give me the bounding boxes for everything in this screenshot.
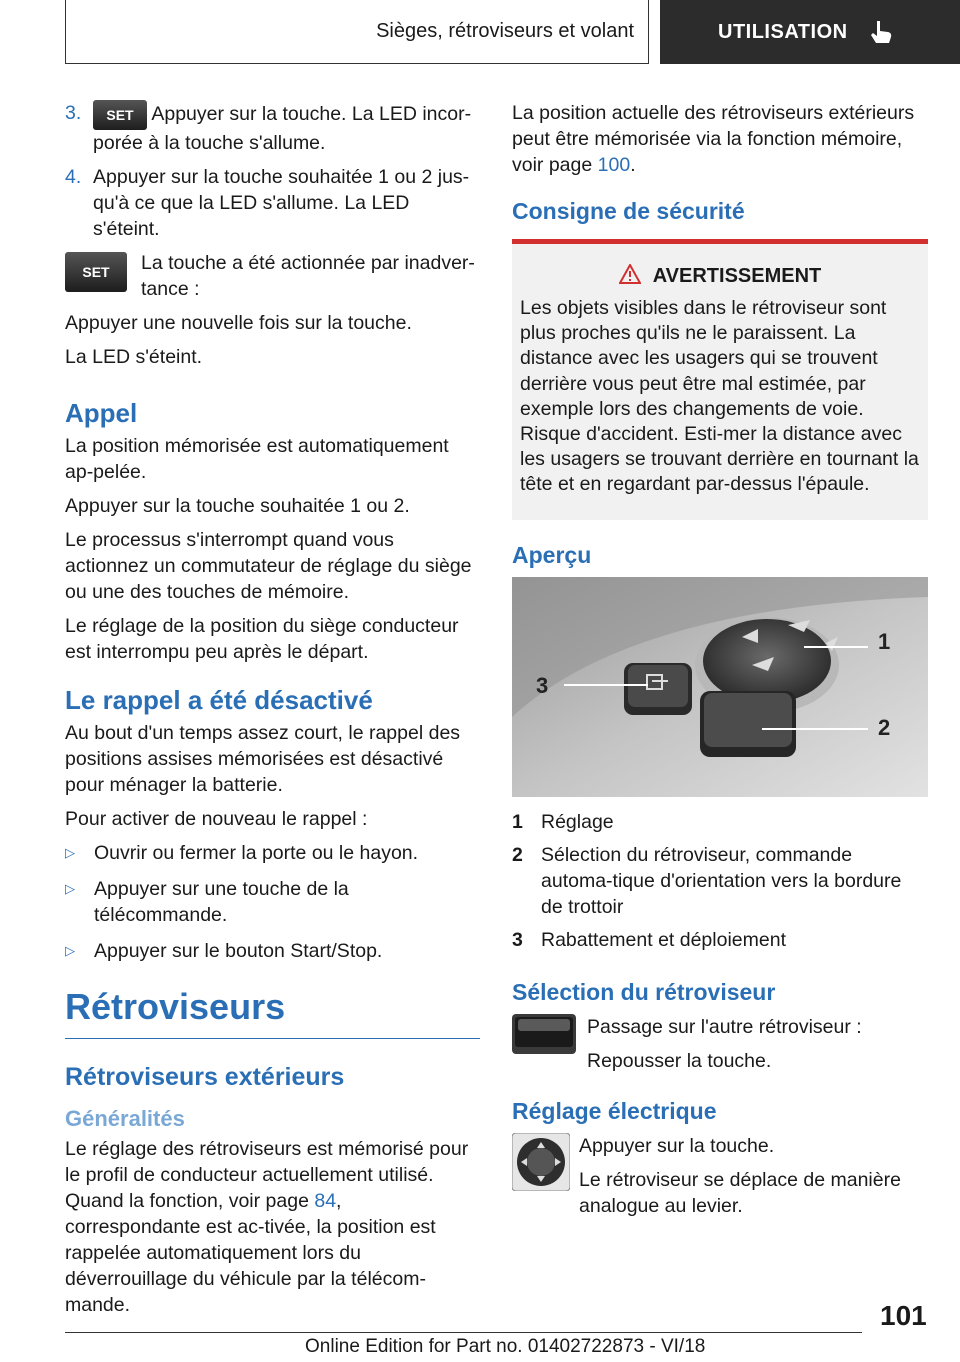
appel-paragraph-2: Appuyer sur la touche souhaitée 1 ou 2. (65, 495, 410, 517)
warning-title: AVERTISSEMENT (520, 264, 920, 288)
reglage-row (512, 1133, 928, 1219)
page-link-100[interactable]: 100 (597, 154, 631, 176)
selection-heading: Sélection du rétroviseur (512, 978, 776, 1005)
rappel-paragraph-1: Au bout d'un temps assez court, le rappel des positions assises mémorisées est désactivé pour ménager la batterie. (65, 722, 461, 796)
warning-text: Les objets visibles dans le rétroviseur sont plus proches qu'ils ne le paraissent. La distance avec les usagers qui se trouvent derrière vous peut être mal estimée, par exemple lors des changements de voie. Risque d'accident. Esti-mer la distance avec les usagers se trouvant derrière en tournant la tête et en regardant par-dessus l'épaule. (520, 297, 919, 496)
generalites-paragraph: Le réglage des rétroviseurs est mémorisé pour le profil de conducteur actuellement utilisé. Quand la fonction, voir page 84, correspondante est ac-tivée, la position est rappelée automatiquement lors du déverrouillage du véhicule par la télécom-mande. (65, 1138, 469, 1316)
mirror-controls-photo (512, 577, 928, 797)
list-item (512, 842, 928, 920)
retro-exterieurs-heading: Rétroviseurs extérieurs (65, 1063, 345, 1091)
list-item (65, 840, 480, 866)
set-inadvertent-text: La touche a été actionnée par inadver-tance : (141, 252, 475, 300)
rappel-heading: Le rappel a été désactivé (65, 685, 373, 715)
intro-paragraph: La position actuelle des rétroviseurs extérieurs peut être mémorisée via la fonction mémoire, voir page 100. (512, 102, 915, 176)
header-chapter-tab (660, 0, 960, 64)
step-number: 4. (65, 166, 82, 188)
header-section-title (65, 0, 649, 64)
reglage-text-1: Appuyer sur la touche. (579, 1134, 775, 1157)
selection-row (512, 1014, 928, 1074)
rappel-bullet-list (65, 840, 480, 964)
set-key-icon: SET (65, 252, 127, 292)
legend-text: Réglage (541, 810, 614, 833)
section-title: Sièges, rétroviseurs et volant (376, 20, 634, 42)
step-number: 3. (65, 102, 82, 124)
step-3-text-a: Appuyer sur la touche. La LED incor- (147, 103, 472, 126)
press-again-text: Appuyer une nouvelle fois sur la touche. (65, 312, 412, 334)
apercu-heading: Aperçu (512, 541, 592, 568)
left-column (65, 100, 480, 1318)
footer-edition: Online Edition for Part no. 01402722873 - VI/18 (305, 1336, 706, 1357)
step-3 (65, 100, 480, 156)
legend-number: 2 (512, 843, 523, 866)
step-4-text: Appuyer sur la touche souhaitée 1 ou 2 jus-qu'à ce que la LED s'allume. La LED s'éteint. (93, 166, 470, 240)
chapter-title: UTILISATION (718, 20, 848, 43)
callout-2: 2 (878, 714, 891, 740)
page-number: 101 (880, 1300, 927, 1331)
generalites-heading: Généralités (65, 1106, 185, 1131)
led-off-text: La LED s'éteint. (65, 346, 203, 368)
set-inadvertent-row (65, 250, 480, 302)
callout-1: 1 (878, 628, 891, 654)
legend-text: Rabattement et déploiement (541, 928, 786, 951)
bullet-text: Ouvrir ou fermer la porte ou le hayon. (94, 842, 419, 864)
step-4 (65, 164, 480, 242)
triangle-bullet-icon: ▷ (65, 845, 75, 860)
bullet-text: Appuyer sur le bouton Start/Stop. (94, 940, 383, 962)
warning-box (512, 239, 928, 520)
mirror-adjust-joystick-icon (512, 1133, 570, 1191)
callout-3: 3 (536, 672, 549, 698)
appel-paragraph-3: Le processus s'interrompt quand vous actionnez un commutateur de réglage du siège ou une des touches de mémoire. (65, 529, 472, 603)
list-item (65, 938, 480, 964)
step-3-text-b: porée à la touche s'allume. (93, 132, 326, 154)
warning-triangle-icon (619, 264, 641, 284)
triangle-bullet-icon: ▷ (65, 943, 75, 958)
appel-heading: Appel (65, 398, 138, 428)
page-link-84[interactable]: 84 (314, 1190, 337, 1212)
triangle-bullet-icon: ▷ (65, 881, 75, 896)
hand-pointer-icon (868, 19, 894, 45)
retroviseurs-heading: Rétroviseurs (65, 986, 480, 1039)
footer-divider (65, 1332, 862, 1333)
legend-number: 3 (512, 928, 523, 951)
selection-text-2: Repousser la touche. (587, 1049, 772, 1072)
rappel-paragraph-2: Pour activer de nouveau le rappel : (65, 808, 368, 830)
right-column (512, 100, 928, 1227)
selection-text-1: Passage sur l'autre rétroviseur : (587, 1015, 862, 1038)
legend-text: Sélection du rétroviseur, commande automa-tique d'orientation vers la bordure de trottoir (541, 843, 902, 918)
set-button-icon: SET (93, 100, 147, 130)
mirror-select-switch-icon (512, 1014, 576, 1054)
legend-number: 1 (512, 810, 523, 833)
reglage-heading: Réglage électrique (512, 1097, 717, 1124)
appel-paragraph-1: La position mémorisée est automatiquement ap-pelée. (65, 435, 449, 483)
reglage-text-2: Le rétroviseur se déplace de manière analogue au levier. (579, 1168, 901, 1217)
legend-list (512, 809, 928, 953)
list-item (512, 927, 928, 953)
consigne-heading: Consigne de sécurité (512, 198, 745, 224)
list-item (65, 876, 480, 928)
list-item (512, 809, 928, 835)
appel-paragraph-4: Le réglage de la position du siège conducteur est interrompu peu après le départ. (65, 615, 459, 663)
bullet-text: Appuyer sur une touche de la télécommande. (94, 878, 349, 926)
